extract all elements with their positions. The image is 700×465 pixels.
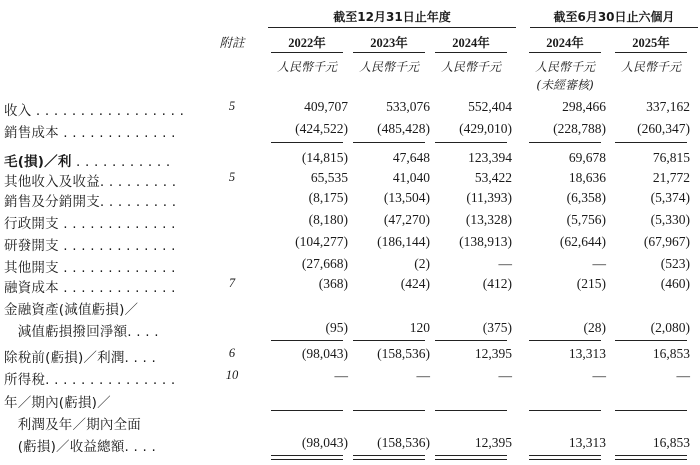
row-value-cell: 552,404 xyxy=(468,99,512,114)
group-header-six-months-rule xyxy=(530,27,698,28)
row-value-cell: (2,080) xyxy=(650,320,690,335)
column-year-header: 2024年 xyxy=(546,36,584,50)
row-value-cell: (62,644) xyxy=(559,234,606,249)
total-double-rule xyxy=(271,455,343,460)
group-header-six-months: 截至6月30日止六個月 xyxy=(553,10,675,24)
subtotal-rule xyxy=(271,340,343,341)
row-label-leader-dots: . . . . xyxy=(124,350,156,366)
column-year-header: 2022年 xyxy=(288,36,326,50)
row-value-cell: (424) xyxy=(400,276,430,291)
group-header-year-end: 截至12月31日止年度 xyxy=(333,10,451,24)
row-value-cell: (523) xyxy=(660,256,690,271)
row-value-cell: — xyxy=(676,368,690,383)
row-label-text: 銷售成本 xyxy=(4,125,59,141)
row-label xyxy=(4,212,176,232)
column-year-underline xyxy=(615,52,687,53)
row-value-cell: 21,772 xyxy=(652,170,690,185)
row-value-cell: (215) xyxy=(576,276,606,291)
row-label-text: 融資成本 xyxy=(4,280,59,296)
subtotal-rule xyxy=(271,142,343,143)
subtotal-rule xyxy=(529,340,601,341)
row-label-line: 利潤及年／期內全面 xyxy=(4,417,141,433)
subtotal-rule xyxy=(529,410,601,411)
row-note-ref: 5 xyxy=(228,170,236,184)
row-note-ref: 10 xyxy=(225,368,239,382)
subtotal-rule xyxy=(353,340,425,341)
column-unit-label: 人民幣千元 xyxy=(620,60,681,74)
row-value-cell: (368) xyxy=(318,276,348,291)
row-label-line: (虧損)／收益總額. . . . xyxy=(4,439,156,455)
column-year-underline xyxy=(435,52,507,53)
row-value-cell: (104,277) xyxy=(295,234,348,249)
row-value-cell: 76,815 xyxy=(652,150,690,165)
row-value-cell: (8,175) xyxy=(308,190,348,205)
row-label xyxy=(4,190,176,210)
row-value-cell: (158,536) xyxy=(377,346,430,361)
row-value-cell: (47,270) xyxy=(383,212,430,227)
row-label-line: 年／期內(虧損)／ xyxy=(4,395,111,411)
row-value-cell: (98,043) xyxy=(301,435,348,450)
row-label-leader-dots: . . . . . . . . . . . . . xyxy=(58,238,176,254)
column-unit-label: 人民幣千元 xyxy=(440,60,501,74)
row-value-cell: (13,328) xyxy=(465,212,512,227)
row-value-cell: 12,395 xyxy=(474,346,512,361)
row-label xyxy=(4,170,176,190)
row-value-cell: (5,374) xyxy=(650,190,690,205)
row-value-cell: (228,788) xyxy=(553,121,606,136)
row-value-cell: 409,707 xyxy=(304,99,348,114)
row-value-cell: (98,043) xyxy=(301,346,348,361)
row-value-cell: 41,040 xyxy=(392,170,430,185)
row-label xyxy=(4,368,175,388)
column-year-underline xyxy=(271,52,343,53)
row-note-ref: 7 xyxy=(228,276,236,290)
total-double-rule xyxy=(615,455,687,460)
row-value-cell: (2) xyxy=(414,256,430,271)
row-value-cell: (13,504) xyxy=(383,190,430,205)
row-value-cell: (8,180) xyxy=(308,212,348,227)
row-value-cell: (14,815) xyxy=(301,150,348,165)
column-year-header: 2025年 xyxy=(632,36,670,50)
subtotal-rule xyxy=(529,142,601,143)
row-value-cell: (11,393) xyxy=(466,190,512,205)
row-label xyxy=(4,346,156,366)
total-double-rule xyxy=(435,455,507,460)
row-value-cell: (138,913) xyxy=(459,234,512,249)
row-label-leader-dots: . . . . . . . . . . . . . xyxy=(58,125,176,141)
row-value-cell: — xyxy=(592,256,606,271)
row-value-cell: — xyxy=(498,368,512,383)
row-value-cell: 65,535 xyxy=(310,170,348,185)
row-value-cell: (485,428) xyxy=(377,121,430,136)
row-label-leader-dots: . . . . . . . . . xyxy=(99,194,177,210)
column-year-header: 2024年 xyxy=(452,36,490,50)
row-label xyxy=(4,150,170,170)
row-label-line: 減值虧損撥回淨額. . . . xyxy=(4,324,159,340)
row-label xyxy=(4,276,176,296)
row-value-cell: — xyxy=(498,256,512,271)
subtotal-rule xyxy=(271,410,343,411)
row-label-line: 金融資產(減值虧損)／ xyxy=(4,302,139,318)
row-label-text: 其他開支 xyxy=(4,260,59,276)
row-value-cell: 13,313 xyxy=(568,435,606,450)
row-value-cell: (27,668) xyxy=(301,256,348,271)
column-year-underline xyxy=(353,52,425,53)
row-value-cell: (375) xyxy=(482,320,512,335)
subtotal-rule xyxy=(615,340,687,341)
row-value-cell: 337,162 xyxy=(646,99,690,114)
row-value-cell: 16,853 xyxy=(652,346,690,361)
row-value-cell: (412) xyxy=(482,276,512,291)
row-value-cell: 47,648 xyxy=(392,150,430,165)
row-value-cell: 16,853 xyxy=(652,435,690,450)
total-double-rule xyxy=(353,455,425,460)
row-value-cell: 18,636 xyxy=(568,170,606,185)
row-label-text: 毛(損)／利 xyxy=(4,154,72,170)
row-value-cell: (6,358) xyxy=(566,190,606,205)
row-value-cell: (5,756) xyxy=(566,212,606,227)
row-value-cell: — xyxy=(334,368,348,383)
column-year-header: 2023年 xyxy=(370,36,408,50)
row-label-leader-dots: . . . . . . . . . . . . . xyxy=(58,260,176,276)
row-value-cell: — xyxy=(592,368,606,383)
column-unit-label: 人民幣千元 xyxy=(534,60,595,74)
row-label xyxy=(4,234,176,254)
row-value-cell: 12,395 xyxy=(474,435,512,450)
row-label-text: 行政開支 xyxy=(4,216,59,232)
row-value-cell: — xyxy=(416,368,430,383)
row-value-cell: (424,522) xyxy=(295,121,348,136)
subtotal-rule xyxy=(615,410,687,411)
row-value-cell: (67,967) xyxy=(643,234,690,249)
row-label-text: 研發開支 xyxy=(4,238,59,254)
row-label-text: 其他收入及收益 xyxy=(4,174,100,190)
row-label xyxy=(4,121,176,141)
row-value-cell: 533,076 xyxy=(386,99,430,114)
row-value-cell: 69,678 xyxy=(568,150,606,165)
row-label-leader-dots: . . . . . . . . . . . . . . . xyxy=(45,372,176,388)
row-label-text: 銷售及分銷開支 xyxy=(4,194,100,210)
row-value-cell: (158,536) xyxy=(377,435,430,450)
row-value-cell: (460) xyxy=(660,276,690,291)
row-label-leader-dots: . . . . . . . . . . . . . xyxy=(58,280,176,296)
row-value-cell: 298,466 xyxy=(562,99,606,114)
subtotal-rule xyxy=(353,142,425,143)
column-year-underline xyxy=(529,52,601,53)
column-audit-label: (未經審核) xyxy=(536,78,594,92)
row-value-cell: 53,422 xyxy=(474,170,512,185)
total-double-rule xyxy=(529,455,601,460)
subtotal-rule xyxy=(435,142,507,143)
row-value-cell: 13,313 xyxy=(568,346,606,361)
row-value-cell: (5,330) xyxy=(650,212,690,227)
row-value-cell: (28) xyxy=(583,320,606,335)
row-label xyxy=(4,99,184,119)
row-label-leader-dots: . . . . . . . . . . . . . xyxy=(58,216,176,232)
row-label-leader-dots: . . . . . . . . . . . xyxy=(71,154,171,170)
column-unit-label: 人民幣千元 xyxy=(276,60,337,74)
row-value-cell: 120 xyxy=(409,320,430,335)
row-value-cell: (260,347) xyxy=(637,121,690,136)
row-value-cell: (429,010) xyxy=(459,121,512,136)
note-column-header: 附註 xyxy=(219,35,245,50)
subtotal-rule xyxy=(615,142,687,143)
subtotal-rule xyxy=(435,340,507,341)
row-label-text: 所得稅 xyxy=(4,372,46,388)
group-header-year-end-rule xyxy=(268,27,516,28)
subtotal-rule xyxy=(353,410,425,411)
row-label-leader-dots: . . . . . . . . . xyxy=(99,174,177,190)
row-label-text: 收入 xyxy=(4,103,32,119)
row-label-leader-dots: . . . . . . . . . . . . . . . . . xyxy=(31,103,185,119)
column-unit-label: 人民幣千元 xyxy=(358,60,419,74)
row-note-ref: 5 xyxy=(228,99,236,113)
row-value-cell: 123,394 xyxy=(468,150,512,165)
row-label xyxy=(4,256,176,276)
subtotal-rule xyxy=(435,410,507,411)
row-label-text: 除稅前(虧損)／利潤 xyxy=(4,350,125,366)
row-note-ref: 6 xyxy=(228,346,236,360)
row-value-cell: (95) xyxy=(325,320,348,335)
row-value-cell: (186,144) xyxy=(377,234,430,249)
